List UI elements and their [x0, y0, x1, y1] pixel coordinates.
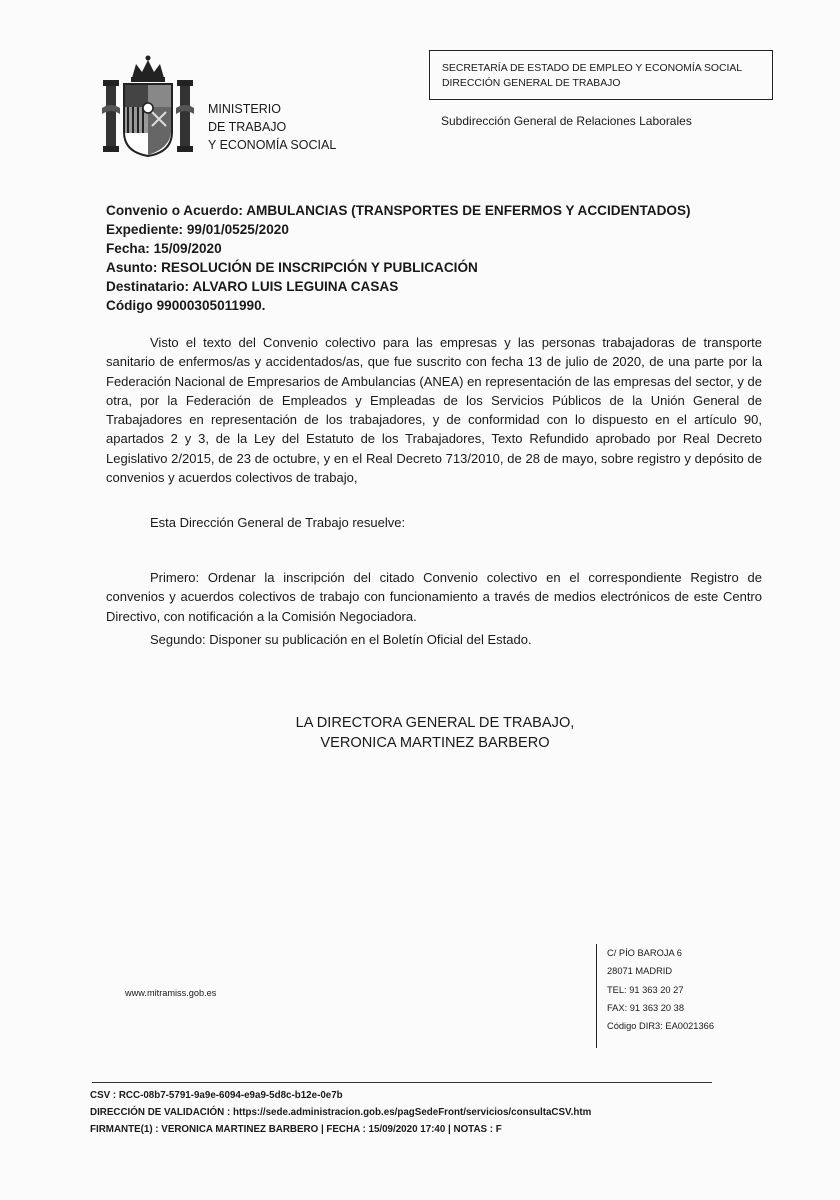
secretariat-line-2: DIRECCIÓN GENERAL DE TRABAJO — [442, 78, 621, 89]
csv-code: CSV : RCC-08b7-5791-9a9e-6094-e9a9-5d8c-b12e-0e7b — [90, 1090, 343, 1101]
secretariat-line-1: SECRETARÍA DE ESTADO DE EMPLEO Y ECONOMÍA SOCIAL — [442, 63, 743, 74]
csv-footer — [90, 1087, 591, 1138]
signature-name: VERONICA MARTINEZ BARBERO — [320, 735, 550, 751]
address-city: 28071 MADRID — [607, 966, 673, 977]
ministry-line-3: Y ECONOMÍA SOCIAL — [208, 138, 337, 152]
footer-divider — [92, 1082, 712, 1083]
coat-of-arms-icon — [100, 52, 196, 160]
ministry-line-2: DE TRABAJO — [208, 120, 287, 134]
signer-info: FIRMANTE(1) : VERONICA MARTINEZ BARBERO | FECHA : 15/09/2020 17:40 | NOTAS : F — [90, 1124, 502, 1135]
address-street: C/ PÍO BAROJA 6 — [607, 948, 682, 958]
meta-expediente: Expediente: 99/01/0525/2020 — [106, 222, 289, 237]
signature-title: LA DIRECTORA GENERAL DE TRABAJO, — [295, 715, 575, 731]
meta-destinatario: Destinatario: ALVARO LUIS LEGUINA CASAS — [106, 279, 399, 294]
address-fax: FAX: 91 363 20 38 — [607, 1002, 685, 1013]
body-paragraph-resuelve: Esta Dirección General de Trabajo resuelve: — [150, 515, 406, 530]
website-link[interactable]: www.mitramiss.gob.es — [125, 988, 217, 998]
meta-asunto: Asunto: RESOLUCIÓN DE INSCRIPCIÓN Y PUBLICACIÓN — [106, 260, 478, 275]
ministry-name — [208, 100, 336, 154]
body-paragraph-primero: Primero: Ordenar la inscripción del citado Convenio colectivo en el correspondiente Registro de convenios y acuerdos colectivos de trabajo con funcionamiento a través de medios electrónicos de este Centro Directivo, con notificación a la Comisión Negociadora. — [106, 570, 762, 624]
address-dir3: Código DIR3: EA0021366 — [607, 1021, 714, 1032]
meta-convenio: Convenio o Acuerdo: AMBULANCIAS (TRANSPORTES DE ENFERMOS Y ACCIDENTADOS) — [106, 203, 691, 218]
meta-fecha: Fecha: 15/09/2020 — [106, 241, 222, 256]
address-block — [596, 944, 714, 1048]
signature-block — [0, 713, 840, 753]
body-paragraph-visto: Visto el texto del Convenio colectivo para las empresas y las personas trabajadoras de transporte sanitario de enfermos/as y accidentados/as, que fue suscrito con fecha 13 de julio de 2020, de una parte por la Federación Nacional de Empresarios de Ambulancias (ANEA) en representación de las empresas del sector, y de otra, por la Federación de Empleados y Empleadas de los Servicios Públicos de la Unión General de Trabajadores en representación de los trabajadores, y de conformidad con lo dispuesto en el artículo 90, apartados 2 y 3, de la Ley del Estatuto de los Trabajadores, Texto Refundido aprobado por Real Decreto Legislativo 2/2015, de 23 de octubre, y en el Real Decreto 713/2010, de 28 de mayo, sobre registro y depósito de convenios y acuerdos colectivos de trabajo, — [106, 335, 762, 486]
ministry-line-1: MINISTERIO — [208, 102, 281, 116]
secretariat-box — [429, 50, 773, 100]
validation-url[interactable]: DIRECCIÓN DE VALIDACIÓN : https://sede.administracion.gob.es/pagSedeFront/servicios/consultaCSV.htm — [90, 1107, 592, 1118]
meta-codigo: Código 99000305011990. — [106, 298, 266, 313]
subdirectorate: Subdirección General de Relaciones Laborales — [441, 114, 692, 128]
body-paragraph-segundo: Segundo: Disponer su publicación en el Boletín Oficial del Estado. — [150, 632, 532, 647]
resolution-meta — [106, 201, 691, 315]
address-phone: TEL: 91 363 20 27 — [607, 984, 684, 995]
